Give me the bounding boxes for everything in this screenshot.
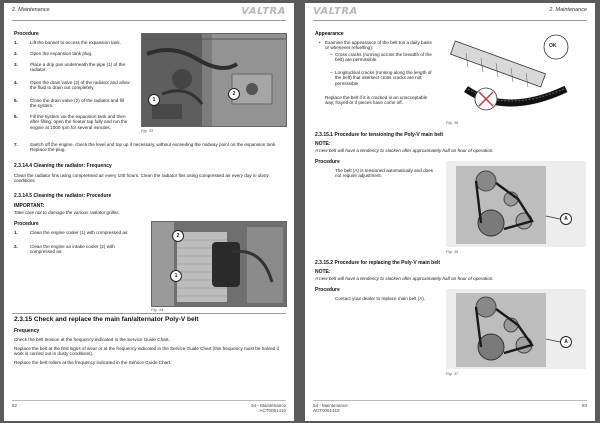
radiator-frequency-main: Clean the radiator fins using compressed air every 100 hours. Clean the radiator fins using compressed air xyxy=(14,173,231,178)
right-footer xyxy=(313,400,587,415)
step-number: 1. xyxy=(14,40,18,45)
step-number: 1. xyxy=(14,230,18,235)
right-page-number: 83 xyxy=(581,403,587,408)
important-label: IMPORTANT: xyxy=(14,203,45,209)
belt-drive-illustration-37 xyxy=(446,289,586,369)
step-text: Close the drain valve (2) of the radiator and fill the system. xyxy=(30,98,124,109)
section-2-3-15-2-title: 2.3.15.2 Procedure for replacing the Poly-V main belt xyxy=(315,260,441,266)
procedure-heading-2: Procedure xyxy=(14,221,39,227)
frequency-paragraph-2: Replace the belt at the first signs of wear or at the frequency indicated in the Service Guide Chart (this frequency must be halved if work is carried out in dusty conditions). xyxy=(14,346,279,357)
right-valtra-logo: VALTRA xyxy=(313,6,358,17)
fig-34-callout-2: 2 xyxy=(172,230,184,242)
appearance-dash-2: – Longitudinal cracks (running along the length of the belt) that intersect cross cracks are not permissible. xyxy=(335,70,437,86)
procedure-heading-right: Procedure xyxy=(315,159,340,165)
note-text: A new belt will have a tendency to slacken after approximately half an hour of operation. xyxy=(315,148,494,153)
note2-text: A new belt will have a tendency to slacken after approximately half an hour of operation. xyxy=(315,276,494,281)
appearance-heading: Appearance xyxy=(315,31,344,37)
left-page xyxy=(4,3,294,421)
step-number: 2. xyxy=(14,51,18,56)
step-text: Open the expansion tank plug. xyxy=(30,51,93,56)
left-valtra-logo: VALTRA xyxy=(241,6,286,17)
fig-36-belt-drive xyxy=(446,161,586,247)
fig-37-belt-drive xyxy=(446,289,586,369)
fig-33-caption: Fig. 33 xyxy=(141,128,154,133)
appearance-dash-1: – Cross cracks (running across the breadth of the belt) are permissible. xyxy=(335,52,437,63)
step-number: 5. xyxy=(14,98,18,103)
right-header-title: 2. Maintenance xyxy=(549,7,587,13)
step-number: 3. xyxy=(14,62,18,67)
fig-34-caption: Fig. 34 xyxy=(151,307,164,312)
radiator-frequency-text xyxy=(14,173,284,184)
step-number: 2. xyxy=(14,244,18,249)
left-header xyxy=(12,6,286,21)
note2-label: NOTE: xyxy=(315,269,331,275)
step-text: Place a drip pan underneath the pipe (1) of the radiator. xyxy=(30,62,126,73)
frequency-paragraph-3: Replace the belt rollers at the frequency indicated in the Service Guide Chart. xyxy=(14,360,172,365)
step-text: Fill the system via the expansion tank and then after filling, open the heater tap fully and run the engine at 1000 rpm for several minutes. xyxy=(30,114,128,130)
fig-33-callout-2: 2 xyxy=(228,88,240,100)
step-number: 6. xyxy=(14,114,18,119)
section-2-3-14-4-title: 2.3.14.4 Cleaning the radiator: Frequency xyxy=(14,163,112,169)
fig-34-callout-1: 1 xyxy=(170,270,182,282)
section-2-3-14-5-title: 2.3.14.5 Cleaning the radiator: Procedure xyxy=(14,193,112,199)
step-text: Open the drain valve (2) of the radiator and allow the fluid to drain out completely. xyxy=(30,80,130,91)
fig-35-belt-illustration xyxy=(446,29,586,117)
left-footer-code: ACT0051410 xyxy=(259,408,286,413)
appearance-bullet: • Examine the appearance of the belt ton a daily basis or whenever refuelling): xyxy=(325,40,437,51)
procedure2-heading-right: Procedure xyxy=(315,287,340,293)
belt-drive-illustration-36 xyxy=(446,161,586,247)
fig-35-caption: Fig. 35 xyxy=(446,120,459,125)
left-header-title: 2. Maintenance xyxy=(12,7,50,13)
fig-36-caption: Fig. 36 xyxy=(446,249,459,254)
step-text: Lift the bonnet to access the expansion tank. xyxy=(30,40,121,45)
right-footer-code: ACT0051410 xyxy=(313,408,340,413)
section-2-3-15-title: 2.3.15 Check and replace the main fan/alternator Poly-V belt xyxy=(14,316,199,323)
belt-crack-diagram xyxy=(446,29,586,117)
engine-photo-illustration xyxy=(142,34,286,126)
right-header xyxy=(313,6,587,21)
frequency-heading: Frequency xyxy=(14,328,40,334)
left-page-number: 82 xyxy=(12,403,18,408)
important-text: Take care not to damage the various radiator grilles. xyxy=(14,210,120,215)
step-number: 7. xyxy=(14,142,18,147)
step-text: Clean the engine air intake cooler (2) with compressed air. xyxy=(30,244,115,255)
section-2-3-15-1-title: 2.3.15.1 Procedure for tensioning the Poly-V main belt xyxy=(315,132,444,138)
step-text: Clean the engine cooler (1) with compressed air. xyxy=(30,230,129,235)
fig-36-callout-a: A xyxy=(560,213,572,225)
fig-37-callout-a: A xyxy=(560,336,572,348)
left-footer-section: 54 - Maintenance xyxy=(251,403,286,408)
procedure-heading: Procedure xyxy=(14,31,39,37)
fig-33-callout-1: 1 xyxy=(148,94,160,106)
step-number: 4. xyxy=(14,80,18,85)
section-divider xyxy=(12,313,286,314)
fig-34-radiator-photo xyxy=(151,221,287,307)
note-label: NOTE: xyxy=(315,141,331,147)
tension-text: The belt (A) is tensioned automatically and does not require adjustment. xyxy=(335,168,434,179)
fig-37-caption: Fig. 37 xyxy=(446,371,459,376)
fig-33-engine-photo xyxy=(141,33,287,127)
right-footer-section: 54 - Maintenance xyxy=(313,403,348,408)
fig-35-ok-label: OK xyxy=(549,43,557,49)
left-footer xyxy=(12,400,286,415)
appearance-note: Replace the belt if it is cracked in an unacceptable way, frayed or if pieces have come off. xyxy=(325,95,428,106)
radiator-frequency-italic: every day in dusty conditions. xyxy=(14,173,269,184)
replace-text: Contact your dealer to replace main belt (A). xyxy=(335,296,426,301)
right-page xyxy=(305,3,595,421)
step-text: Switch off the engine, check the level and top up if necessary, without exceeding the midway point on the expansion tank Replace the plug. xyxy=(30,142,276,153)
frequency-paragraph-1: Check the belt tension at the frequency indicated in the Service Guide Chart. xyxy=(14,337,170,342)
